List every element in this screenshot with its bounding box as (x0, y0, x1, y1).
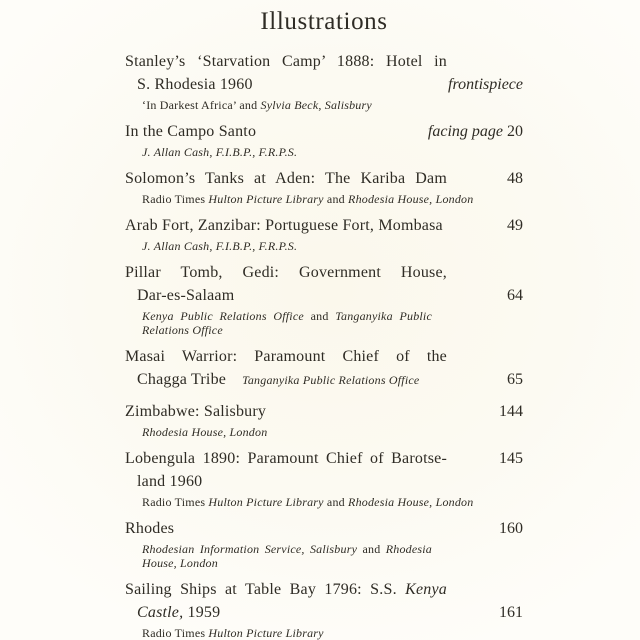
credit-line (142, 323, 523, 337)
entry-page-ref (499, 368, 523, 391)
entry-title-line (125, 120, 256, 143)
text-segment: Lobengula 1890: Paramount Chief of Barotse- (125, 450, 447, 467)
credit-line (142, 495, 523, 509)
text-segment: ‘In Darkest Africa’ and (142, 98, 261, 112)
entry-title-line (125, 284, 234, 307)
entry-page-ref (420, 120, 523, 143)
text-segment: Pillar Tomb, Gedi: Government House, (125, 264, 447, 281)
illustration-entry (125, 120, 523, 159)
entry-title-line (125, 578, 447, 601)
credit-line (142, 542, 432, 556)
text-segment: Castle, (137, 604, 184, 621)
illustration-entries (125, 50, 523, 640)
page-title: Illustrations (260, 8, 388, 35)
entry-credit (142, 495, 523, 509)
entry-credit (142, 309, 523, 337)
credit-line (142, 309, 432, 323)
text-segment: frontispiece (448, 76, 523, 93)
text-segment: Relations Office (142, 323, 223, 337)
text-segment: J. Allan Cash, F.I.B.P., F.R.P.S. (142, 239, 298, 253)
entry-title-row (125, 345, 523, 368)
text-segment: and (323, 495, 349, 509)
entry-title-row (125, 73, 523, 96)
text-segment: 1959 (183, 604, 221, 621)
illustration-entry (125, 400, 523, 439)
text-segment: Arab Fort, Zanzibar: Portuguese Fort, Mombasa (125, 217, 443, 234)
text-segment: 145 (499, 450, 523, 467)
entry-page-ref (491, 517, 523, 540)
text-segment: Hulton Picture Library (208, 495, 324, 509)
entry-page-ref (491, 601, 523, 624)
entry-title-line (125, 214, 443, 237)
text-segment: and (323, 192, 349, 206)
entry-title-line (125, 73, 253, 96)
credit-line (142, 192, 523, 206)
entry-title-row (125, 447, 523, 470)
text-segment: Radio Times (142, 626, 209, 640)
entry-page-ref (499, 284, 523, 307)
text-segment: Zimbabwe: Salisbury (125, 403, 267, 420)
text-segment: J. Allan Cash, F.I.B.P., F.R.P.S. (142, 145, 298, 159)
entry-title-row (125, 284, 523, 307)
text-segment: Tanganyika Public Relations Office (242, 373, 420, 387)
illustration-entry (125, 517, 523, 570)
entry-credit (142, 192, 523, 206)
credit-line (142, 425, 523, 439)
text-segment: Hulton Picture Library (208, 626, 324, 640)
entry-title-row (125, 578, 523, 601)
illustration-entry (125, 214, 523, 253)
entry-title-line (125, 517, 174, 540)
text-segment: 49 (507, 217, 523, 234)
text-segment: S. Rhodesia 1960 (137, 76, 253, 93)
text-segment: and (303, 309, 336, 323)
text-segment: Sylvia Beck, Salisbury (260, 98, 372, 112)
text-segment: 48 (507, 170, 523, 187)
entry-credit (142, 542, 523, 570)
credit-line (142, 239, 523, 253)
entry-title-row (125, 50, 523, 73)
entry-title-line (125, 167, 447, 190)
illustration-entry (125, 50, 523, 112)
text-segment: Chagga Tribe (137, 371, 227, 388)
entry-title-line (125, 50, 447, 73)
entry-title-line (125, 261, 447, 284)
entry-title-line (125, 470, 202, 493)
text-segment: Hulton Picture Library (208, 192, 324, 206)
entry-page-ref (499, 214, 523, 237)
entry-title-line (125, 368, 419, 392)
illustration-entry (125, 345, 523, 392)
entry-credit (142, 239, 523, 253)
entry-title-row (125, 517, 523, 540)
entry-title-line (125, 601, 220, 624)
entry-title-line (125, 345, 447, 368)
entry-title-line (125, 400, 266, 423)
credit-line (142, 145, 523, 159)
entry-credit (142, 145, 523, 159)
text-segment: Rhodesia House, London (348, 495, 474, 509)
text-segment: In the Campo Santo (125, 123, 257, 140)
entry-title-row (125, 261, 523, 284)
entry-title-row (125, 167, 523, 190)
credit-line (142, 98, 523, 112)
text-segment: Solomon’s Tanks at Aden: The Kariba Dam (125, 170, 447, 187)
text-segment: 161 (499, 604, 523, 621)
text-segment: Radio Times (142, 495, 209, 509)
text-segment: Rhodesia House, London (142, 425, 268, 439)
text-segment: Rhodesia (385, 542, 433, 556)
text-segment: House, London (142, 556, 218, 570)
text-segment: and (357, 542, 386, 556)
entry-page-ref (491, 400, 523, 423)
entry-credit (142, 626, 523, 640)
entry-page-ref (499, 167, 523, 190)
entry-title-row (125, 470, 523, 493)
entry-title-row (125, 120, 523, 143)
text-segment: Rhodes (125, 520, 175, 537)
illustration-entry (125, 167, 523, 206)
text-segment: Rhodesian Information Service, Salisbury (142, 542, 358, 556)
text-segment: 64 (507, 287, 523, 304)
credit-line (142, 556, 523, 570)
illustration-entry (125, 447, 523, 509)
text-segment: Stanley’s ‘Starvation Camp’ 1888: Hotel in (125, 53, 447, 70)
illustration-entry (125, 261, 523, 337)
entry-page-ref (491, 447, 523, 470)
illustration-entry (125, 578, 523, 640)
text-segment: 65 (507, 371, 523, 388)
text-segment: land 1960 (137, 473, 203, 490)
entry-title-row (125, 400, 523, 423)
illustrations-list (125, 6, 523, 640)
entry-title-row (125, 368, 523, 392)
text-segment: facing page (427, 123, 507, 140)
text-segment: Rhodesia House, London (348, 192, 474, 206)
text-segment: 160 (499, 520, 523, 537)
text-segment: 144 (499, 403, 523, 420)
entry-page-ref (440, 73, 523, 96)
entry-credit (142, 425, 523, 439)
text-segment: Masai Warrior: Paramount Chief of the (125, 348, 447, 365)
text-segment: Kenya (405, 581, 447, 598)
text-segment: Dar-es-Salaam (137, 287, 235, 304)
text-segment: Kenya Public Relations Office (142, 309, 304, 323)
entry-title-row (125, 601, 523, 624)
text-segment: 20 (507, 123, 523, 140)
text-segment: Sailing Ships at Table Bay 1796: S.S. (125, 581, 406, 598)
entry-title-line (125, 447, 447, 470)
entry-credit (142, 98, 523, 112)
credit-line (142, 626, 523, 640)
text-segment: Radio Times (142, 192, 209, 206)
text-segment: Tanganyika Public (335, 309, 432, 323)
entry-title-row (125, 214, 523, 237)
